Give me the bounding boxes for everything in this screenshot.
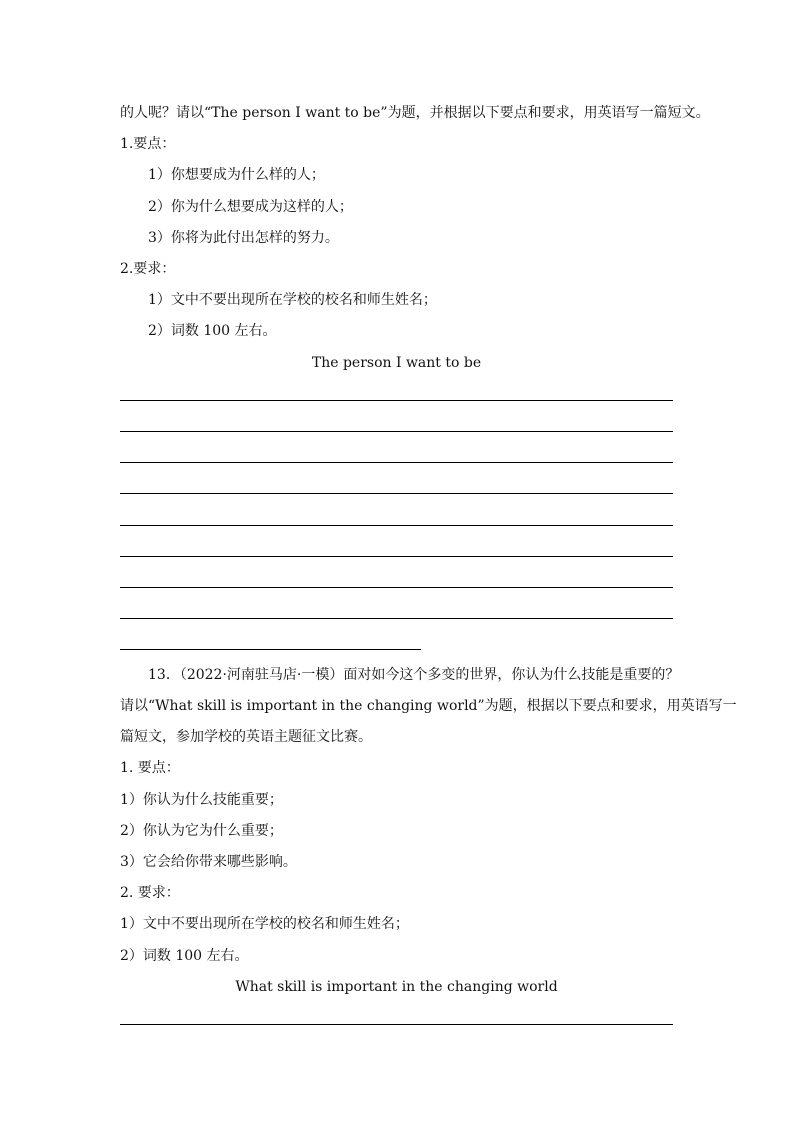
answer-line (120, 493, 673, 494)
q13-intro-line-1: 13．（2022·河南驻马店·一模）面对如今这个多变的世界，你认为什么技能是重要的？ (148, 667, 680, 683)
answer-line-short (120, 649, 421, 650)
q13-requirement-2: 2）词数 100 左右。 (120, 948, 249, 964)
answer-line (120, 587, 673, 588)
q12-requirements-heading: 2.要求： (120, 261, 176, 277)
answer-line (120, 556, 673, 557)
q13-point-1: 1）你认为什么技能重要； (120, 792, 283, 808)
q13-requirement-1: 1）文中不要出现所在学校的校名和师生姓名； (120, 916, 409, 932)
q12-point-2: 2）你为什么想要成为这样的人； (148, 199, 353, 215)
q12-intro: 的人呢？请以“The person I want to be”为题，并根据以下要点和要求，用英语写一篇短文。 (120, 105, 710, 121)
answer-line (120, 462, 673, 463)
q13-intro-line-2: 请以“What skill is important in the changing world”为题，根据以下要点和要求，用英语写一 (120, 698, 737, 714)
q13-point-3: 3）它会给你带来哪些影响。 (120, 854, 297, 870)
q12-requirement-1: 1）文中不要出现所在学校的校名和师生姓名； (148, 292, 437, 308)
q12-point-3: 3）你将为此付出怎样的努力。 (148, 230, 339, 246)
q12-essay-title: The person I want to be (311, 355, 482, 371)
answer-line (120, 400, 673, 401)
q12-requirement-2: 2）词数 100 左右。 (148, 323, 277, 339)
q12-point-1: 1）你想要成为什么样的人； (148, 167, 325, 183)
answer-line (120, 525, 673, 526)
q13-essay-title: What skill is important in the changing world (235, 979, 558, 995)
q12-points-heading: 1.要点： (120, 136, 176, 152)
q13-point-2: 2）你认为它为什么重要； (120, 823, 283, 839)
q13-requirements-heading: 2. 要求： (120, 885, 180, 901)
answer-line (120, 431, 673, 432)
answer-line (120, 618, 673, 619)
q13-points-heading: 1. 要点： (120, 760, 180, 776)
answer-line (120, 1024, 673, 1025)
q13-intro-line-3: 篇短文，参加学校的英语主题征文比赛。 (120, 729, 372, 745)
